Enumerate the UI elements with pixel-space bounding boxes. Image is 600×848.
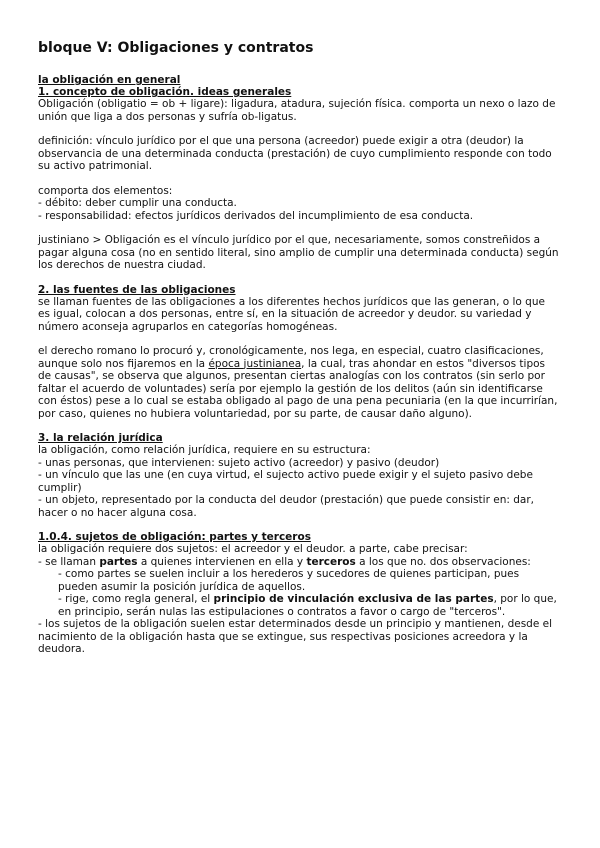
section-heading-concepto: 1. concepto de obligación. ideas generales [38, 86, 292, 98]
section-sujetos [38, 531, 560, 656]
section-concepto [38, 74, 560, 272]
section-heading-main: la obligación en general [38, 74, 181, 86]
section-heading-fuentes: 2. las fuentes de las obligaciones [38, 283, 236, 296]
paragraph-obligacion: Obligación (obligatio = ob + ligare): ligadura, atadura, sujeción física. comporta un nexo o lazo de unión que liga a dos personas y sufría ob-ligatus. [38, 98, 556, 123]
page-title: bloque V: Obligaciones y contratos [38, 40, 314, 56]
paragraph-responsabilidad: - responsabilidad: efectos jurídicos derivados del incumplimiento de esa conducta. [38, 209, 474, 222]
paragraph-relacion-1: la obligación, como relación jurídica, requiere en su estructura: [38, 444, 371, 456]
text-span: - rige, como regla general, el [58, 593, 214, 605]
text-span: , por lo que, en principio, serán nulas las estipulaciones o contratos a favor o cargo de "terceros". [58, 593, 557, 618]
paragraph-debito: - débito: deber cumplir una conducta. [38, 197, 237, 209]
paragraph-sujetos-4 [38, 593, 560, 618]
paragraph-relacion-2: - unas personas, que intervienen: sujeto activo (acreedor) y pasivo (deudor) [38, 456, 440, 469]
paragraph-relacion-3: - un vínculo que las une (en cuya virtud, el sujecto activo puede exigir y el sujeto pasivo debe cumplir) [38, 469, 533, 494]
section-heading-sujetos: 1.0.4. sujetos de obligación: partes y terceros [38, 531, 311, 543]
text-span: , la cual, tras ahondar en estos "diversos tipos de causas", se observa que algunos, presentan ciertas analogías con los contratos (sin serlo por faltar el acuerdo de voluntades) sería por ejemplo la gestión de los delitos (aún sin identificarse con éstos) pese a lo cual se estaba obligado al pago de una pena pecuniaria (en la que incurrirían, por caso, quienes no hubiera voluntariedad, por su parte, de causar daño alguno). [38, 357, 558, 420]
paragraph-fuentes-1: se llaman fuentes de las obligaciones a los diferentes hechos jurídicos que las generan, o lo que es igual, colocan a dos personas, entre sí, en la situación de acreedor y deudor. su variedad y número aconseja agruparlos en categorías homogéneas. [38, 295, 545, 333]
paragraph-sujetos-2 [38, 556, 560, 569]
text-underline-epoca: época justinianea [208, 357, 302, 370]
text-bold-terceros: terceros [306, 555, 356, 568]
paragraph-sujetos-3: - como partes se suelen incluir a los herederos y sucedores de quienes participan, pues pueden asumir la posición jurídica de aquellos. [58, 568, 520, 593]
text-span: a quienes intervienen en ella y [137, 555, 307, 568]
text-bold-principio: principio de vinculación exclusiva de las partes [213, 593, 494, 605]
text-span: el derecho romano lo procuró y, cronológicamente, nos lega, en especial, cuatro clasificaciones, aunque solo nos fijaremos en la [38, 345, 544, 370]
section-heading-relacion: 3. la relación jurídica [38, 432, 163, 444]
paragraph-sujetos-5: - los sujetos de la obligación suelen estar determinados desde un principio y mantienen, desde el nacimiento de la obligación hasta que se extingue, sus respectivas posiciones acreedora y la deudora. [38, 618, 553, 655]
text-span: - se llaman [38, 555, 100, 568]
paragraph-relacion-4: - un objeto, representado por la conducta del deudor (prestación) que puede consistir en: dar, hacer o no hacer alguna cosa. [38, 494, 534, 519]
section-relacion [38, 432, 560, 519]
paragraph-fuentes-2 [38, 345, 560, 420]
text-bold-partes: partes [99, 555, 138, 568]
paragraph-elementos-intro: comporta dos elementos: [38, 184, 173, 197]
document-page [38, 40, 560, 667]
paragraph-definicion: definición: vínculo jurídico por el que una persona (acreedor) puede exigir a otra (deudor) la observancia de una determinada conducta (prestación) de cuyo cumplimiento responde con todo su activo patrimonial. [38, 135, 552, 172]
paragraph-sujetos-1: la obligación requiere dos sujetos: el acreedor y el deudor. a parte, cabe precisar: [38, 543, 468, 555]
text-span: a los que no. dos observaciones: [355, 555, 531, 568]
section-fuentes [38, 284, 560, 421]
paragraph-justiniano: justiniano > Obligación es el vínculo jurídico por el que, necesariamente, somos constreñidos a pagar alguna cosa (no en sentido literal, sino amplio de cumplir una determinada conducta) según los derechos de nuestra ciudad. [38, 234, 559, 271]
